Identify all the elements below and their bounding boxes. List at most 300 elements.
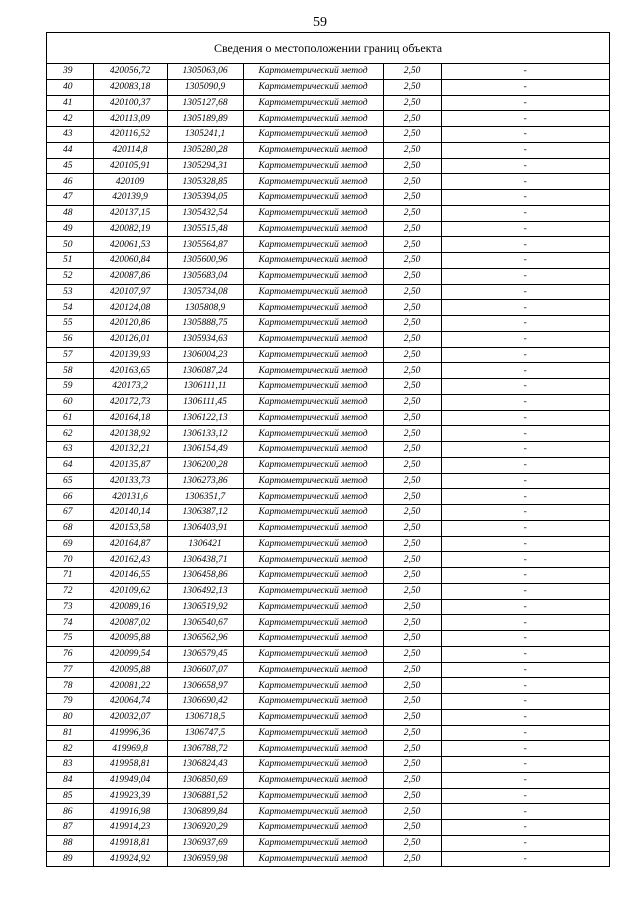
method-cell: Картометрический метод <box>243 64 383 79</box>
y-coordinate-cell: 1306087,24 <box>167 363 243 379</box>
y-coordinate-cell: 1306540,67 <box>167 615 243 631</box>
table-row <box>47 505 609 521</box>
point-number-cell: 82 <box>47 741 93 757</box>
method-cell: Картометрический метод <box>243 520 383 536</box>
point-number-cell: 55 <box>47 316 93 332</box>
table-row <box>47 363 609 379</box>
point-number-cell: 42 <box>47 111 93 127</box>
description-cell: - <box>441 772 609 788</box>
method-cell: Картометрический метод <box>243 237 383 253</box>
y-coordinate-cell: 1305808,9 <box>167 300 243 316</box>
description-cell: - <box>441 457 609 473</box>
point-number-cell: 44 <box>47 142 93 158</box>
x-coordinate-cell: 420087,86 <box>93 268 167 284</box>
point-number-cell: 88 <box>47 835 93 851</box>
table-row <box>47 489 609 505</box>
description-cell: - <box>441 646 609 662</box>
accuracy-cell: 2,50 <box>383 174 441 190</box>
y-coordinate-cell: 1305294,31 <box>167 158 243 174</box>
x-coordinate-cell: 420162,43 <box>93 552 167 568</box>
accuracy-cell: 2,50 <box>383 646 441 662</box>
y-coordinate-cell: 1306438,71 <box>167 552 243 568</box>
accuracy-cell: 2,50 <box>383 363 441 379</box>
x-coordinate-cell: 420140,14 <box>93 505 167 521</box>
accuracy-cell: 2,50 <box>383 190 441 206</box>
accuracy-cell: 2,50 <box>383 457 441 473</box>
point-number-cell: 84 <box>47 772 93 788</box>
point-number-cell: 67 <box>47 505 93 521</box>
description-cell: - <box>441 268 609 284</box>
description-cell: - <box>441 347 609 363</box>
description-cell: - <box>441 536 609 552</box>
y-coordinate-cell: 1306690,42 <box>167 694 243 710</box>
y-coordinate-cell: 1305394,05 <box>167 190 243 206</box>
description-cell: - <box>441 583 609 599</box>
description-cell: - <box>441 300 609 316</box>
table-row <box>47 568 609 584</box>
y-coordinate-cell: 1306122,13 <box>167 410 243 426</box>
table-row <box>47 426 609 442</box>
method-cell: Картометрический метод <box>243 457 383 473</box>
description-cell: - <box>441 331 609 347</box>
y-coordinate-cell: 1305328,85 <box>167 174 243 190</box>
x-coordinate-cell: 420107,97 <box>93 284 167 300</box>
method-cell: Картометрический метод <box>243 331 383 347</box>
point-number-cell: 87 <box>47 820 93 836</box>
y-coordinate-cell: 1306899,84 <box>167 804 243 820</box>
table-row <box>47 457 609 473</box>
y-coordinate-cell: 1305189,89 <box>167 111 243 127</box>
accuracy-cell: 2,50 <box>383 505 441 521</box>
x-coordinate-cell: 420089,16 <box>93 599 167 615</box>
method-cell: Картометрический метод <box>243 725 383 741</box>
x-coordinate-cell: 420105,91 <box>93 158 167 174</box>
table-row <box>47 64 609 79</box>
accuracy-cell: 2,50 <box>383 111 441 127</box>
accuracy-cell: 2,50 <box>383 835 441 851</box>
table-row <box>47 804 609 820</box>
point-number-cell: 53 <box>47 284 93 300</box>
accuracy-cell: 2,50 <box>383 599 441 615</box>
description-cell: - <box>441 379 609 395</box>
description-cell: - <box>441 284 609 300</box>
description-cell: - <box>441 520 609 536</box>
description-cell: - <box>441 174 609 190</box>
point-number-cell: 81 <box>47 725 93 741</box>
table-row <box>47 205 609 221</box>
y-coordinate-cell: 1306881,52 <box>167 788 243 804</box>
x-coordinate-cell: 420032,07 <box>93 709 167 725</box>
table-row <box>47 536 609 552</box>
point-number-cell: 76 <box>47 646 93 662</box>
x-coordinate-cell: 420064,74 <box>93 694 167 710</box>
point-number-cell: 49 <box>47 221 93 237</box>
y-coordinate-cell: 1305280,28 <box>167 142 243 158</box>
point-number-cell: 89 <box>47 851 93 866</box>
method-cell: Картометрический метод <box>243 709 383 725</box>
table-row <box>47 127 609 143</box>
x-coordinate-cell: 420083,18 <box>93 79 167 95</box>
point-number-cell: 69 <box>47 536 93 552</box>
description-cell: - <box>441 835 609 851</box>
method-cell: Картометрический метод <box>243 394 383 410</box>
description-cell: - <box>441 95 609 111</box>
method-cell: Картометрический метод <box>243 788 383 804</box>
accuracy-cell: 2,50 <box>383 662 441 678</box>
x-coordinate-cell: 420172,73 <box>93 394 167 410</box>
description-cell: - <box>441 678 609 694</box>
y-coordinate-cell: 1306133,12 <box>167 426 243 442</box>
method-cell: Картометрический метод <box>243 253 383 269</box>
accuracy-cell: 2,50 <box>383 347 441 363</box>
accuracy-cell: 2,50 <box>383 221 441 237</box>
method-cell: Картометрический метод <box>243 489 383 505</box>
table-row <box>47 615 609 631</box>
table-row <box>47 646 609 662</box>
x-coordinate-cell: 420116,52 <box>93 127 167 143</box>
y-coordinate-cell: 1306273,86 <box>167 473 243 489</box>
x-coordinate-cell: 419996,36 <box>93 725 167 741</box>
method-cell: Картометрический метод <box>243 678 383 694</box>
x-coordinate-cell: 420100,37 <box>93 95 167 111</box>
y-coordinate-cell: 1306200,28 <box>167 457 243 473</box>
method-cell: Картометрический метод <box>243 851 383 866</box>
accuracy-cell: 2,50 <box>383 473 441 489</box>
description-cell: - <box>441 316 609 332</box>
description-cell: - <box>441 426 609 442</box>
table-row <box>47 174 609 190</box>
point-number-cell: 75 <box>47 631 93 647</box>
method-cell: Картометрический метод <box>243 473 383 489</box>
accuracy-cell: 2,50 <box>383 237 441 253</box>
x-coordinate-cell: 419969,8 <box>93 741 167 757</box>
table-row <box>47 820 609 836</box>
method-cell: Картометрический метод <box>243 268 383 284</box>
accuracy-cell: 2,50 <box>383 205 441 221</box>
accuracy-cell: 2,50 <box>383 631 441 647</box>
method-cell: Картометрический метод <box>243 772 383 788</box>
table-body <box>47 64 609 866</box>
method-cell: Картометрический метод <box>243 741 383 757</box>
accuracy-cell: 2,50 <box>383 820 441 836</box>
table-row <box>47 316 609 332</box>
y-coordinate-cell: 1306607,07 <box>167 662 243 678</box>
accuracy-cell: 2,50 <box>383 678 441 694</box>
x-coordinate-cell: 419949,04 <box>93 772 167 788</box>
method-cell: Картометрический метод <box>243 300 383 316</box>
accuracy-cell: 2,50 <box>383 520 441 536</box>
point-number-cell: 60 <box>47 394 93 410</box>
table-row <box>47 300 609 316</box>
accuracy-cell: 2,50 <box>383 536 441 552</box>
x-coordinate-cell: 420126,01 <box>93 331 167 347</box>
y-coordinate-cell: 1306458,86 <box>167 568 243 584</box>
x-coordinate-cell: 420137,15 <box>93 205 167 221</box>
point-number-cell: 65 <box>47 473 93 489</box>
method-cell: Картометрический метод <box>243 158 383 174</box>
point-number-cell: 78 <box>47 678 93 694</box>
point-number-cell: 63 <box>47 442 93 458</box>
x-coordinate-cell: 420163,65 <box>93 363 167 379</box>
table-row <box>47 442 609 458</box>
description-cell: - <box>441 820 609 836</box>
point-number-cell: 66 <box>47 489 93 505</box>
accuracy-cell: 2,50 <box>383 300 441 316</box>
description-cell: - <box>441 631 609 647</box>
table-row <box>47 851 609 866</box>
method-cell: Картометрический метод <box>243 505 383 521</box>
point-number-cell: 64 <box>47 457 93 473</box>
description-cell: - <box>441 599 609 615</box>
method-cell: Картометрический метод <box>243 442 383 458</box>
table-row <box>47 583 609 599</box>
y-coordinate-cell: 1305934,63 <box>167 331 243 347</box>
y-coordinate-cell: 1306154,49 <box>167 442 243 458</box>
table-row <box>47 79 609 95</box>
accuracy-cell: 2,50 <box>383 268 441 284</box>
method-cell: Картометрический метод <box>243 205 383 221</box>
x-coordinate-cell: 420087,02 <box>93 615 167 631</box>
table-row <box>47 158 609 174</box>
method-cell: Картометрический метод <box>243 379 383 395</box>
table-row <box>47 694 609 710</box>
description-cell: - <box>523 853 527 864</box>
table-row <box>47 331 609 347</box>
x-coordinate-cell: 420139,9 <box>93 190 167 206</box>
point-number-cell: 39 <box>47 64 93 79</box>
method-cell: Картометрический метод <box>243 552 383 568</box>
accuracy-cell: 2,50 <box>383 851 441 866</box>
point-number-cell: 51 <box>47 253 93 269</box>
description-cell: - <box>441 205 609 221</box>
x-coordinate-cell: 420061,53 <box>93 237 167 253</box>
method-cell: Картометрический метод <box>243 599 383 615</box>
x-coordinate-cell: 420114,8 <box>93 142 167 158</box>
x-coordinate-cell: 420133,73 <box>93 473 167 489</box>
y-coordinate-cell: 1305683,04 <box>167 268 243 284</box>
table-row <box>47 788 609 804</box>
point-number-cell: 71 <box>47 568 93 584</box>
point-number-cell: 57 <box>47 347 93 363</box>
table-row <box>47 741 609 757</box>
y-coordinate-cell: 1306519,92 <box>167 599 243 615</box>
accuracy-cell: 2,50 <box>383 804 441 820</box>
description-cell: - <box>441 757 609 773</box>
point-number-cell: 40 <box>47 79 93 95</box>
method-cell: Картометрический метод <box>243 426 383 442</box>
x-coordinate-cell: 419914,23 <box>93 820 167 836</box>
y-coordinate-cell: 1306562,96 <box>167 631 243 647</box>
method-cell: Картометрический метод <box>243 142 383 158</box>
table-row <box>47 237 609 253</box>
accuracy-cell: 2,50 <box>383 253 441 269</box>
method-cell: Картометрический метод <box>243 127 383 143</box>
description-cell: - <box>441 394 609 410</box>
y-coordinate-cell: 1306937,69 <box>167 835 243 851</box>
y-coordinate-cell: 1305564,87 <box>167 237 243 253</box>
page-number: 59 <box>313 15 327 30</box>
description-cell: - <box>441 111 609 127</box>
point-number-cell: 72 <box>47 583 93 599</box>
description-cell: - <box>441 788 609 804</box>
x-coordinate-cell: 420164,18 <box>93 410 167 426</box>
accuracy-cell: 2,50 <box>383 489 441 505</box>
description-cell: - <box>441 709 609 725</box>
point-number-cell: 59 <box>47 379 93 395</box>
description-cell: - <box>441 568 609 584</box>
point-number-cell: 41 <box>47 95 93 111</box>
description-cell: - <box>441 79 609 95</box>
accuracy-cell: 2,50 <box>383 568 441 584</box>
x-coordinate-cell: 420095,88 <box>93 631 167 647</box>
y-coordinate-cell: 1306111,11 <box>167 379 243 395</box>
y-coordinate-cell: 1305241,1 <box>167 127 243 143</box>
description-cell: - <box>441 615 609 631</box>
y-coordinate-cell: 1306920,29 <box>167 820 243 836</box>
boundary-points-table <box>47 64 609 866</box>
description-cell: - <box>441 694 609 710</box>
method-cell: Картометрический метод <box>243 583 383 599</box>
x-coordinate-cell: 420120,86 <box>93 316 167 332</box>
y-coordinate-cell: 1305734,08 <box>167 284 243 300</box>
description-cell: - <box>441 489 609 505</box>
point-number-cell: 52 <box>47 268 93 284</box>
description-cell: - <box>441 363 609 379</box>
point-number-cell: 45 <box>47 158 93 174</box>
y-coordinate-cell: 1305432,54 <box>167 205 243 221</box>
method-cell: Картометрический метод <box>243 347 383 363</box>
x-coordinate-cell: 419958,81 <box>93 757 167 773</box>
x-coordinate-cell: 420082,19 <box>93 221 167 237</box>
method-cell: Картометрический метод <box>243 568 383 584</box>
y-coordinate-cell: 1306351,7 <box>167 489 243 505</box>
table-row <box>47 599 609 615</box>
x-coordinate-cell: 420164,87 <box>93 536 167 552</box>
point-number-cell: 48 <box>47 205 93 221</box>
y-coordinate-cell: 1306959,98 <box>167 851 243 866</box>
description-cell: - <box>441 237 609 253</box>
accuracy-cell: 2,50 <box>383 95 441 111</box>
point-number-cell: 54 <box>47 300 93 316</box>
accuracy-cell: 2,50 <box>383 694 441 710</box>
accuracy-cell: 2,50 <box>383 772 441 788</box>
y-coordinate-cell: 1306421 <box>167 536 243 552</box>
method-cell: Картометрический метод <box>243 95 383 111</box>
y-coordinate-cell: 1306747,5 <box>167 725 243 741</box>
point-number-cell: 83 <box>47 757 93 773</box>
point-number-cell: 85 <box>47 788 93 804</box>
description-cell: - <box>441 142 609 158</box>
accuracy-cell: 2,50 <box>383 284 441 300</box>
accuracy-cell: 2,50 <box>383 615 441 631</box>
y-coordinate-cell: 1306387,12 <box>167 505 243 521</box>
accuracy-cell: 2,50 <box>383 394 441 410</box>
accuracy-cell: 2,50 <box>383 331 441 347</box>
x-coordinate-cell: 419924,92 <box>93 851 167 866</box>
accuracy-cell: 2,50 <box>383 788 441 804</box>
accuracy-cell: 2,50 <box>383 709 441 725</box>
accuracy-cell: 2,50 <box>383 379 441 395</box>
x-coordinate-cell: 420099,54 <box>93 646 167 662</box>
y-coordinate-cell: 1306718,5 <box>167 709 243 725</box>
y-coordinate-cell: 1305600,96 <box>167 253 243 269</box>
description-cell: - <box>441 221 609 237</box>
point-number-cell: 56 <box>47 331 93 347</box>
method-cell: Картометрический метод <box>243 363 383 379</box>
method-cell: Картометрический метод <box>243 190 383 206</box>
description-cell: - <box>441 442 609 458</box>
description-cell: - <box>441 64 609 79</box>
method-cell: Картометрический метод <box>243 820 383 836</box>
x-coordinate-cell: 420139,93 <box>93 347 167 363</box>
accuracy-cell: 2,50 <box>383 64 441 79</box>
accuracy-cell: 2,50 <box>383 757 441 773</box>
y-coordinate-cell: 1305515,48 <box>167 221 243 237</box>
method-cell: Картометрический метод <box>243 111 383 127</box>
method-cell: Картометрический метод <box>243 410 383 426</box>
table-row <box>47 221 609 237</box>
table-row <box>47 142 609 158</box>
method-cell: Картометрический метод <box>243 694 383 710</box>
table-row <box>47 631 609 647</box>
y-coordinate-cell: 1306579,45 <box>167 646 243 662</box>
table-row <box>47 520 609 536</box>
table-row <box>47 662 609 678</box>
table-row <box>47 410 609 426</box>
y-coordinate-cell: 1306850,69 <box>167 772 243 788</box>
description-cell: - <box>441 410 609 426</box>
accuracy-cell: 2,50 <box>383 552 441 568</box>
method-cell: Картометрический метод <box>243 221 383 237</box>
x-coordinate-cell: 420060,84 <box>93 253 167 269</box>
accuracy-cell: 2,50 <box>383 158 441 174</box>
point-number-cell: 46 <box>47 174 93 190</box>
table-row <box>47 190 609 206</box>
table-row <box>47 473 609 489</box>
table-row <box>47 379 609 395</box>
accuracy-cell: 2,50 <box>383 583 441 599</box>
table-row <box>47 111 609 127</box>
point-number-cell: 62 <box>47 426 93 442</box>
table-row <box>47 678 609 694</box>
y-coordinate-cell: 1306403,91 <box>167 520 243 536</box>
description-cell: - <box>441 505 609 521</box>
x-coordinate-cell: 420056,72 <box>93 64 167 79</box>
accuracy-cell: 2,50 <box>383 142 441 158</box>
x-coordinate-cell: 420135,87 <box>93 457 167 473</box>
point-number-cell: 77 <box>47 662 93 678</box>
description-cell: - <box>441 158 609 174</box>
method-cell: Картометрический метод <box>243 662 383 678</box>
point-number-cell: 68 <box>47 520 93 536</box>
method-cell: Картометрический метод <box>243 174 383 190</box>
method-cell: Картометрический метод <box>243 757 383 773</box>
boundary-table-sheet <box>46 32 610 867</box>
x-coordinate-cell: 420113,09 <box>93 111 167 127</box>
point-number-cell: 50 <box>47 237 93 253</box>
method-cell: Картометрический метод <box>243 615 383 631</box>
method-cell: Картометрический метод <box>243 835 383 851</box>
x-coordinate-cell: 420109 <box>93 174 167 190</box>
y-coordinate-cell: 1305063,06 <box>167 64 243 79</box>
point-number-cell: 74 <box>47 615 93 631</box>
x-coordinate-cell: 419916,98 <box>93 804 167 820</box>
accuracy-cell: 2,50 <box>383 442 441 458</box>
y-coordinate-cell: 1306658,97 <box>167 678 243 694</box>
x-coordinate-cell: 420146,55 <box>93 568 167 584</box>
method-cell: Картометрический метод <box>243 646 383 662</box>
x-coordinate-cell: 420081,22 <box>93 678 167 694</box>
